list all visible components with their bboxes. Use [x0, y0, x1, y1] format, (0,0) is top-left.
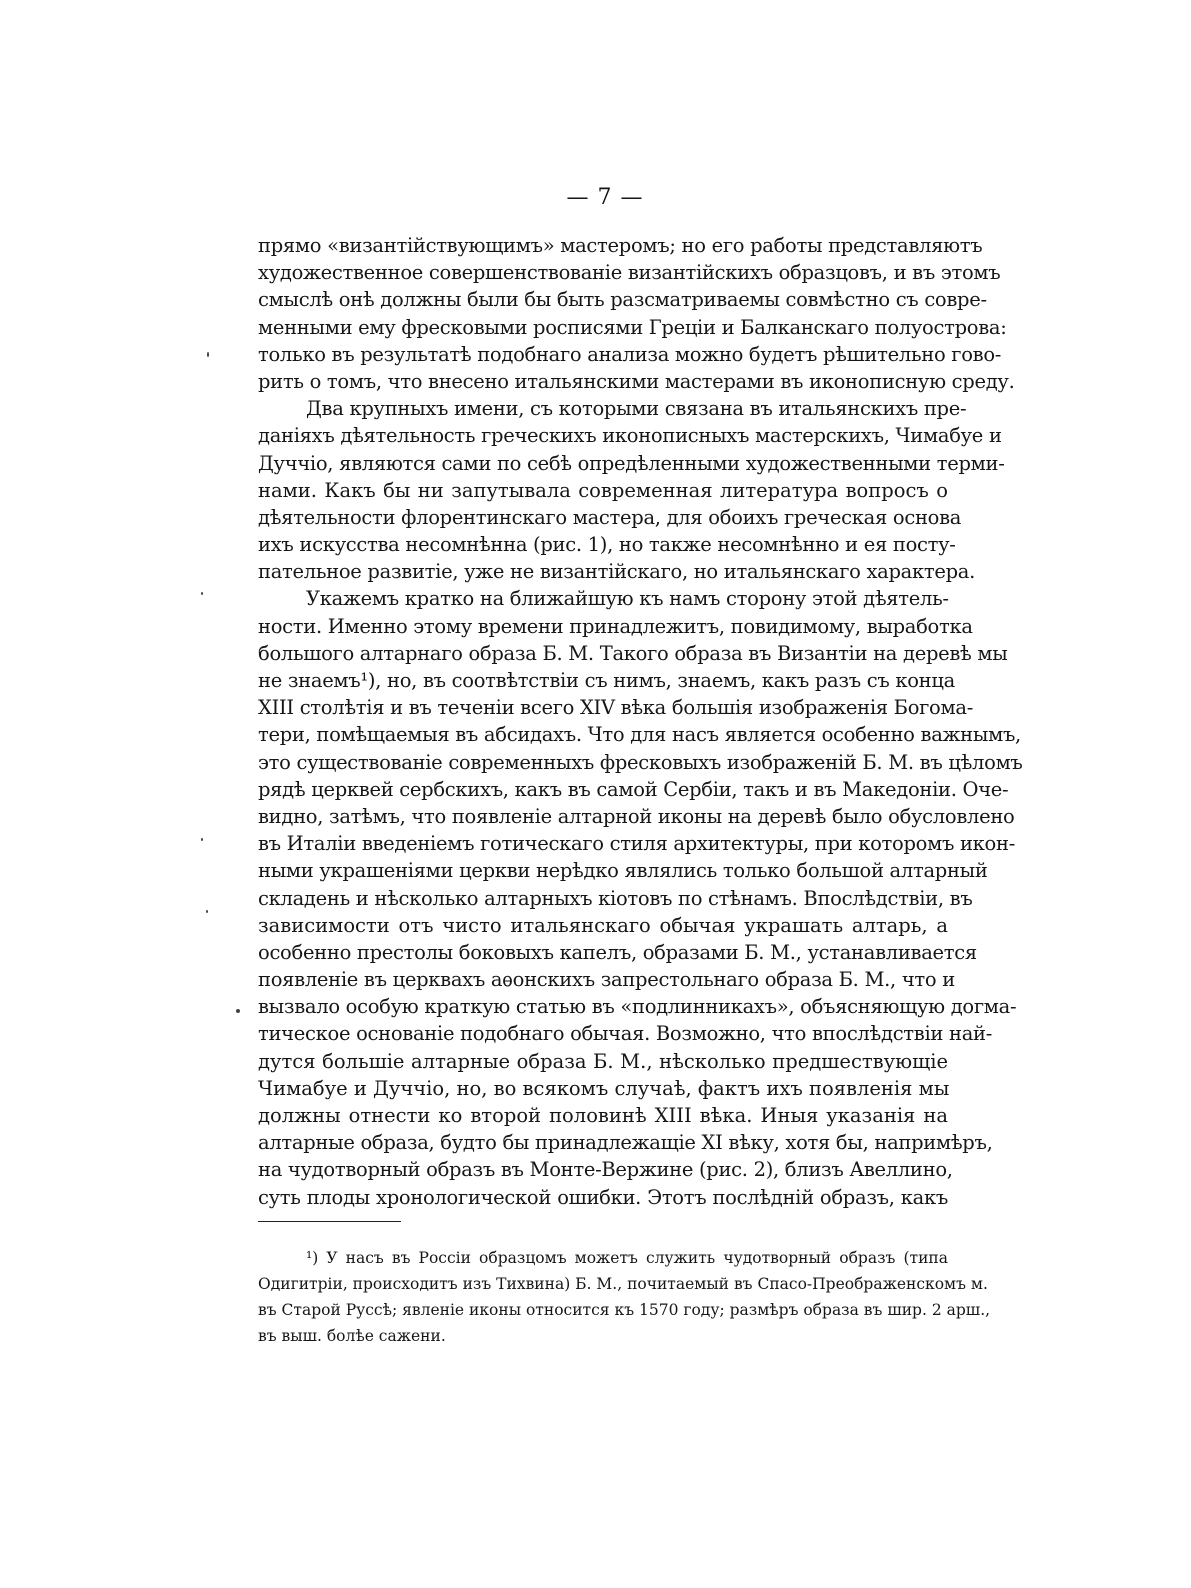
- text-line: менными ему фресковыми росписями Греціи и Балканскаго полуострова:: [258, 315, 1007, 339]
- text-line: даніяхъ дѣятельность греческихъ иконописныхъ мастерскихъ, Чимабуе и: [258, 424, 1002, 448]
- text-line: видно, затѣмъ, что появленіе алтарной иконы на деревѣ было обусловлено: [258, 804, 1015, 828]
- text-line: тическое основаніе подобнаго обычая. Возможно, что впослѣдствіи най-: [258, 1022, 993, 1046]
- text-line: ихъ искусства несомнѣнна (рис. 1), но также несомнѣнно и ея посту-: [258, 533, 956, 557]
- text-line: это существованіе современныхъ фресковыхъ изображеній Б. М. въ цѣломъ: [258, 750, 1023, 774]
- footnote-line: ¹) У насъ въ Россіи образцомъ можетъ служить чудотворный образъ (типа: [306, 1249, 948, 1267]
- footnote-line: въ Старой Руссѣ; явленіе иконы относится къ 1570 году; размѣръ образа въ шир. 2 арш.,: [258, 1301, 991, 1319]
- text-line: складень и нѣсколько алтарныхъ кіотовъ по стѣнамъ. Впослѣдствіи, въ: [258, 886, 973, 910]
- text-line: на чудотворный образъ въ Монте-Вержине (рис. 2), близъ Авеллино,: [258, 1158, 953, 1182]
- text-line: дутся большіе алтарные образа Б. М., нѣсколько предшествующіе: [258, 1049, 948, 1073]
- text-line: дѣятельности флорентинскаго мастера, для обоихъ греческая основа: [258, 505, 962, 529]
- text-line: XIII столѣтія и въ теченіи всего XIV вѣка большія изображенія Богома-: [258, 696, 973, 720]
- text-line: рядѣ церквей сербскихъ, какъ въ самой Сербіи, такъ и въ Македоніи. Оче-: [258, 777, 1009, 801]
- text-line: должны отнести ко второй половинѣ XIII вѣка. Иныя указанія на: [258, 1104, 948, 1127]
- text-line: ными украшеніями церкви нерѣдко являлись только большой алтарный: [258, 859, 988, 883]
- scan-speck: [207, 352, 209, 357]
- text-line: ности. Именно этому времени принадлежитъ, повидимому, выработка: [258, 614, 973, 638]
- text-line: зависимости отъ чисто итальянскаго обычая украшать алтарь, а: [258, 913, 948, 937]
- page-number: — 7 —: [566, 185, 644, 210]
- scan-speck: [206, 910, 208, 913]
- text-line: въ Италіи введеніемъ готическаго стиля архитектуры, при которомъ икон-: [258, 832, 1015, 856]
- text-line: прямо «византійствующимъ» мастеромъ; но его работы представляютъ: [258, 234, 983, 257]
- text-line: только въ результатѣ подобнаго анализа можно будетъ рѣшительно гово-: [258, 342, 1002, 366]
- scan-speck: [201, 838, 203, 841]
- text-line: особенно престолы боковыхъ капелъ, образами Б. М., устанавливается: [258, 940, 977, 964]
- text-line: нами. Какъ бы ни запутывала современная литература вопросъ о: [258, 478, 948, 502]
- footnote-line: Одигитріи, происходитъ изъ Тихвина) Б. М., почитаемый въ Спасо-Преображенскомъ м.: [258, 1275, 988, 1293]
- text-line: художественное совершенствованіе византійскихъ образцовъ, и въ этомъ: [258, 261, 1001, 285]
- paragraph-start-line: Два крупныхъ имени, съ которыми связана въ итальянскихъ пре-: [306, 397, 967, 421]
- text-line: суть плоды хронологической ошибки. Этотъ послѣдній образъ, какъ: [258, 1185, 948, 1209]
- paragraph-start-line: Укажемъ кратко на ближайшую къ намъ сторону этой дѣятель-: [306, 587, 949, 611]
- text-line: тери, помѣщаемыя въ абсидахъ. Что для насъ является особенно важнымъ,: [258, 723, 1021, 747]
- text-line: вызвало особую краткую статью въ «подлинникахъ», объясняющую догма-: [258, 995, 1017, 1019]
- scan-speck: [201, 592, 203, 595]
- main-text: [258, 232, 1023, 1211]
- text-line: большого алтарнаго образа Б. М. Такого образа въ Византіи на деревѣ мы: [258, 641, 1008, 665]
- footnote-line: въ выш. болѣе сажени.: [258, 1327, 446, 1345]
- text-line: Дуччіо, являются сами по себѣ опредѣленными художественными терми-: [258, 451, 1005, 475]
- text-line: рить о томъ, что внесено итальянскими мастерами въ иконописную среду.: [258, 369, 1015, 393]
- text-line: смыслѣ онѣ должны были бы быть разсматриваемы совмѣстно съ совре-: [258, 288, 987, 312]
- footnote: [258, 1245, 991, 1349]
- text-line: пательное развитіе, уже не византійскаго, но итальянскаго характера.: [258, 560, 976, 584]
- text-line: не знаемъ¹), но, въ соотвѣтствіи съ нимъ, знаемъ, какъ разъ съ конца: [258, 669, 955, 692]
- text-line: Чимабуе и Дуччіо, но, во всякомъ случаѣ, фактъ ихъ появленія мы: [258, 1076, 950, 1100]
- text-line: появленіе въ церквахъ аѳонскихъ запрестольнаго образа Б. М., что и: [258, 968, 955, 992]
- text-line: алтарные образа, будто бы принадлежащіе XI вѣку, хотя бы, напримѣръ,: [258, 1131, 993, 1155]
- footnote-divider: [258, 1221, 401, 1222]
- scan-speck: [236, 1009, 240, 1013]
